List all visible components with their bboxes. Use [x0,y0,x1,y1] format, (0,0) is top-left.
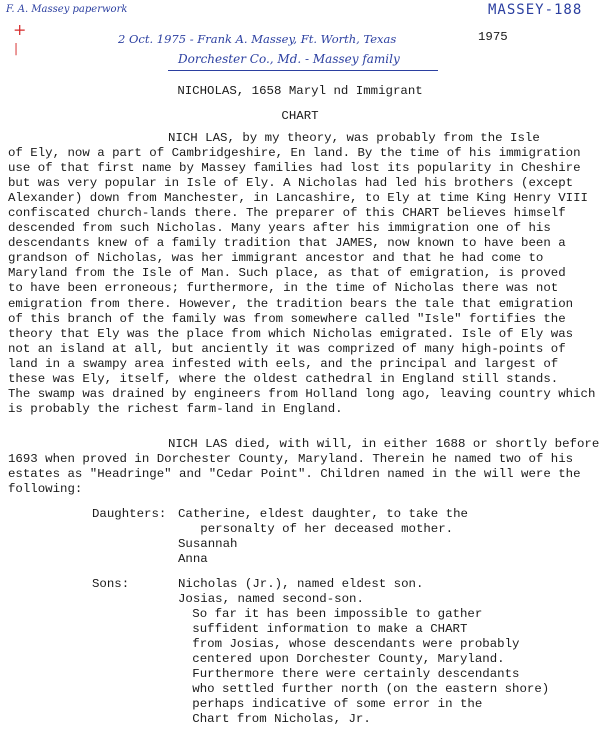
daughter-item: personalty of her deceased mother. [178,522,454,536]
sons-label: Sons: [92,577,130,591]
handwritten-note-top-left: F. A. Massey paperwork [6,4,128,15]
paragraph-will [8,437,600,497]
handwritten-underline [168,70,438,71]
text-line: use of that first name by Massey families had lost its popularity in Cheshire [8,161,581,176]
son-item: Furthermore there were certainly descendants [170,667,520,681]
text-line: descended from such Nicholas. Many years after his immigration one of his [8,221,551,236]
son-item: Josias, named second-son. [178,592,364,606]
page-title: NICHOLAS, 1658 Maryl nd Immigrant [177,84,423,98]
red-cross-mark: + [13,20,27,39]
daughter-item: Susannah [178,537,238,551]
text-line: 1693 when proved in Dorchester County, Maryland. Therein he named two of his [8,452,574,467]
text-line: to have been erroneous; furthermore, in the time of Nicholas there was not [8,281,559,296]
text-line: estates as "Headringe" and "Cedar Point". Children named in the will were the [8,467,581,482]
text-line: Alexander) down from Manchester, in Lancashire, to Ely at time King Henry VIII [8,191,588,206]
son-item: who settled further north (on the eastern shore) [170,682,550,696]
chart-subtitle: CHART [281,109,319,123]
text-line: emigration from there. However, the tradition bears the tale that emigration [8,296,574,311]
son-item: Nicholas (Jr.), named eldest son. [178,577,424,591]
son-item: from Josias, whose descendants were probably [170,637,520,651]
reference-number: MASSEY-188 [488,2,583,18]
handwritten-date-line: 2 Oct. 1975 - Frank A. Massey, Ft. Worth, Texas [118,32,397,46]
son-item: centered upon Dorchester County, Maryland. [170,652,505,666]
paragraph-origin [8,131,594,417]
text-line: is probably the richest farm-land in England. [8,401,343,416]
text-line: Maryland from the Isle of Man. Such place, as that of emigration, is proved [8,266,566,281]
text-line: NICH LAS died, with will, in either 1688 or shortly before [168,437,600,451]
son-item: So far it has been impossible to gather [170,607,483,621]
document-year: 1975 [478,30,508,44]
text-line: The swamp was drained by engineers from Holland long ago, leaving country which [8,386,596,401]
text-line: descendants knew of a family tradition that JAMES, now known to have been a [8,236,566,251]
red-underline-mark: | [14,41,19,55]
text-line: theory that Ely was the place from which Nicholas emigrated. Isle of Ely was [8,326,574,341]
handwritten-location-line: Dorchester Co., Md. - Massey family [178,52,400,66]
son-item: suffident information to make a CHART [170,622,468,636]
text-line: grandson of Nicholas, was her immigrant ancestor and that he had come to [8,251,544,266]
text-line: of Ely, now a part of Cambridgeshire, En land. By the time of his immigration [8,146,581,161]
text-line: following: [8,482,83,497]
daughter-item: Catherine, eldest daughter, to take the [178,507,468,521]
text-line: land in a swampy area infested with eels, and the principal and largest of [8,356,559,371]
daughter-item: Anna [178,552,208,566]
text-line: confiscated church-lands there. The preparer of this CHART believes himself [8,206,566,221]
text-line: these was Ely, itself, where the oldest cathedral in England still stands. [8,371,559,386]
text-line: NICH LAS, by my theory, was probably from the Isle [168,131,540,145]
son-item: Chart from Nicholas, Jr. [170,712,371,726]
text-line: of this branch of the family was from somewhere called "Isle" fortifies the [8,311,566,326]
text-line: but was very popular in Isle of Ely. A Nicholas had led his brothers (except [8,176,574,191]
daughters-label: Daughters: [92,507,167,521]
son-item: perhaps indicative of some error in the [170,697,483,711]
text-line: not an island at all, but anciently it was comprized of many high-points of [8,341,566,356]
